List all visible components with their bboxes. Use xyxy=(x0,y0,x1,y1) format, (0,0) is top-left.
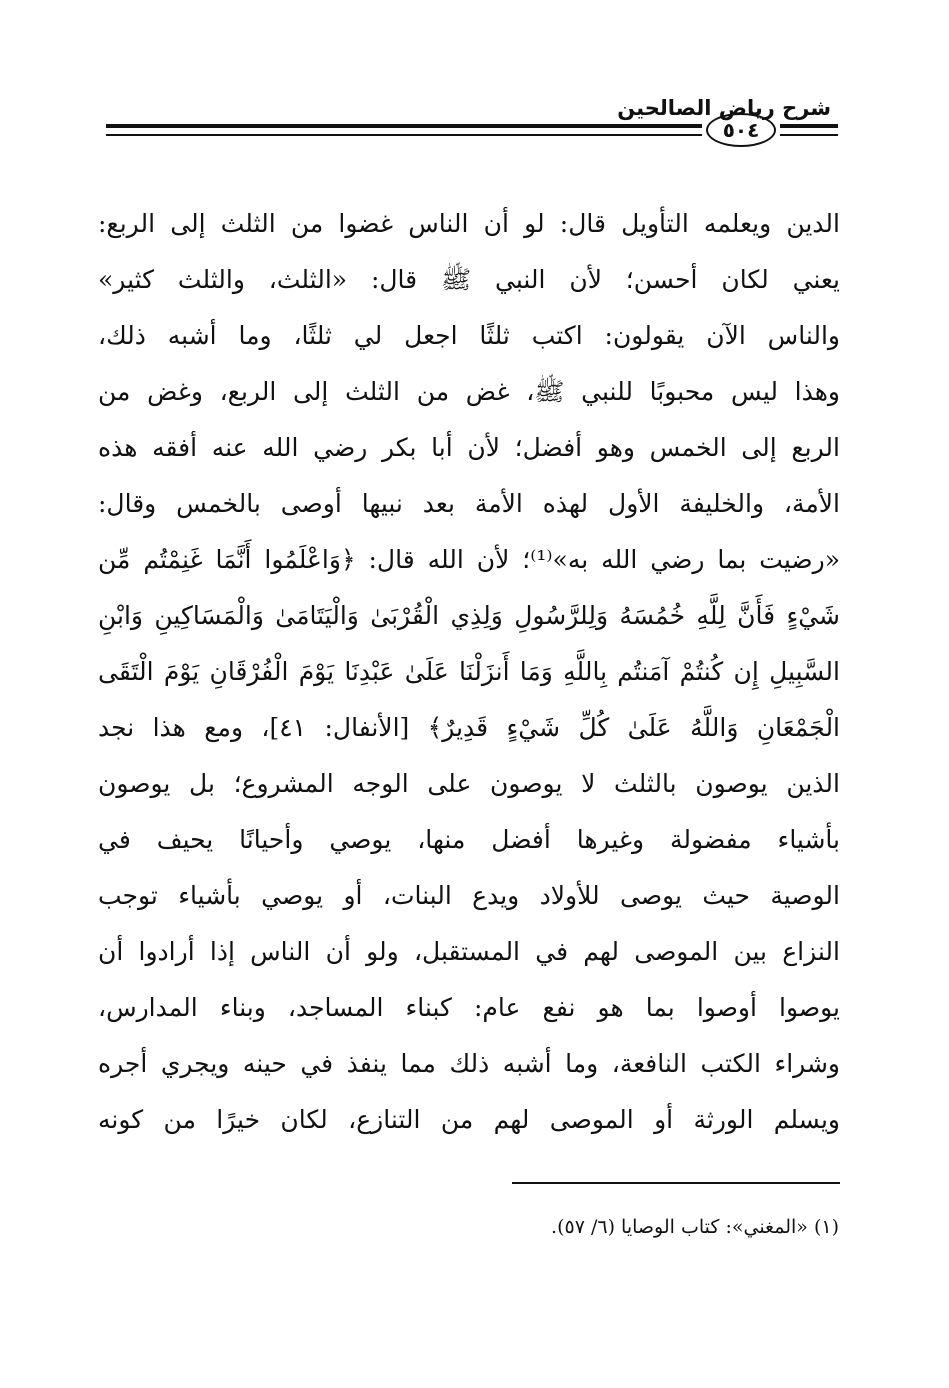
body-line: وهذا ليس محبوبًا للنبي ﷺ، غض من الثلث إلى الربع، وغض من xyxy=(98,377,840,406)
body-line: الربع إلى الخمس وهو أفضل؛ لأن أبا بكر رضي الله عنه أفقه هذه xyxy=(98,433,840,462)
page-number: ٥٠٤ xyxy=(706,113,776,147)
header-rule-right xyxy=(780,124,838,136)
footnote-separator xyxy=(512,1182,840,1184)
body-line: ويسلم الورثة أو الموصى لهم من التنازع، لكان خيرًا من كونه xyxy=(98,1105,840,1134)
body-line: «رضيت بما رضي الله به»⁽¹⁾؛ لأن الله قال: ﴿وَاعْلَمُوا أَنَّمَا غَنِمْتُم مِّن xyxy=(98,545,840,574)
body-line: بأشياء مفضولة وغيرها أفضل منها، يوصي وأحيانًا يحيف في xyxy=(98,825,840,854)
quran-line: شَيْءٍ فَأَنَّ لِلَّهِ خُمُسَهُ وَلِلرَّسُولِ وَلِذِي الْقُرْبَىٰ وَالْيَتَامَىٰ وَالْمَسَاكِينِ وَابْنِ xyxy=(98,601,840,630)
body-line: النزاع بين الموصى لهم في المستقبل، ولو أن الناس إذا أرادوا أن xyxy=(98,937,840,966)
body-line: يوصوا أوصوا بما هو نفع عام: كبناء المساجد، وبناء المدارس، xyxy=(98,993,840,1022)
body-line: الأمة، والخليفة الأول لهذه الأمة بعد نبيها أوصى بالخمس وقال: xyxy=(98,489,840,518)
body-line: الْجَمْعَانِ وَاللَّهُ عَلَىٰ كُلِّ شَيْءٍ قَدِيرٌ﴾ [الأنفال: ٤١]، ومع هذا نجد xyxy=(98,713,840,742)
body-text xyxy=(98,196,840,1148)
body-line: وشراء الكتب النافعة، وما أشبه ذلك مما ينفذ في حينه ويجري أجره xyxy=(98,1049,840,1078)
footnote: (١) «المغني»: كتاب الوصايا (٦/ ٥٧). xyxy=(551,1216,839,1238)
body-line: الدين ويعلمه التأويل قال: لو أن الناس غضوا من الثلث إلى الربع: xyxy=(98,209,840,238)
quran-line: السَّبِيلِ إِن كُنتُمْ آمَنتُم بِاللَّهِ وَمَا أَنزَلْنَا عَلَىٰ عَبْدِنَا يَوْمَ الْفُرْقَانِ يَوْمَ الْتَقَى xyxy=(98,657,840,686)
body-line: الذين يوصون بالثلث لا يوصون على الوجه المشروع؛ بل يوصون xyxy=(98,769,840,798)
header-rule-left xyxy=(106,124,702,136)
body-line: الوصية حيث يوصى للأولاد ويدع البنات، أو يوصي بأشياء توجب xyxy=(98,881,840,910)
book-title: شرح رياض الصالحين xyxy=(617,96,831,120)
body-line: يعني لكان أحسن؛ لأن النبي ﷺ قال: «الثلث، والثلث كثير» xyxy=(98,265,840,294)
body-line: والناس الآن يقولون: اكتب ثلثًا اجعل لي ثلثًا، وما أشبه ذلك، xyxy=(98,321,840,350)
